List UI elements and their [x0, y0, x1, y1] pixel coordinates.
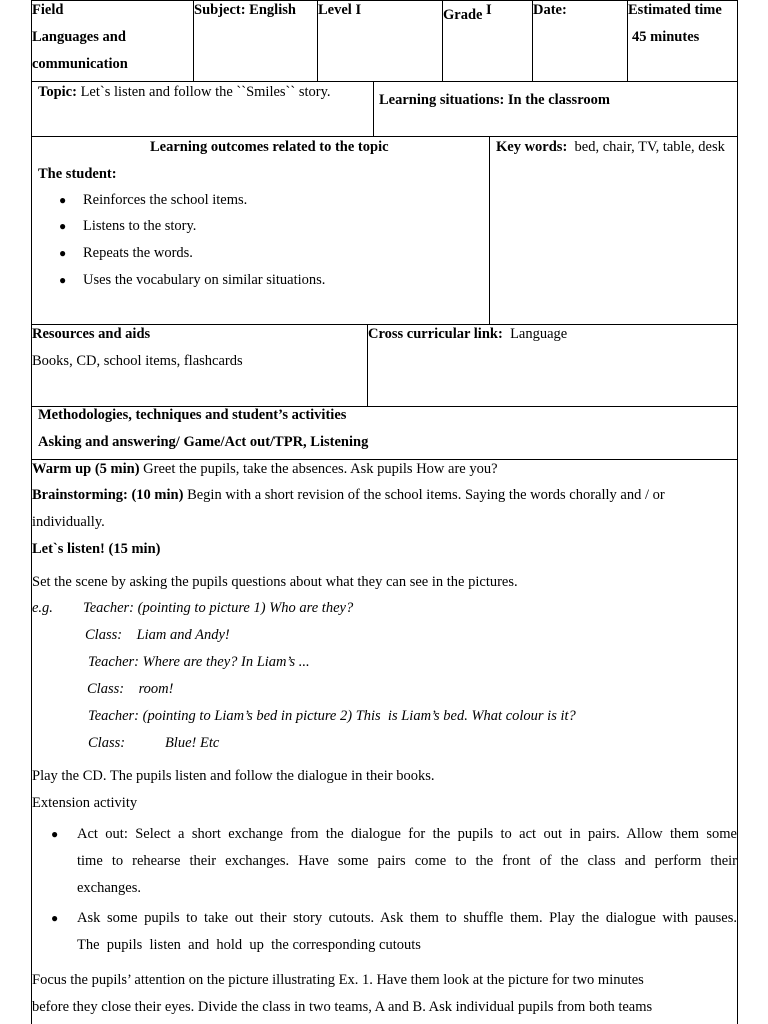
scene-text: Set the scene by asking the pupils questions about what they can see in the pictures.: [32, 574, 518, 590]
bullet-icon: ●: [59, 219, 67, 233]
topic-value: Let`s listen and follow the ``Smiles`` story.: [80, 84, 331, 100]
grade-label: Grade: [443, 7, 483, 23]
warmup-text: Greet the pupils, take the absences. Ask pupils How are you?: [143, 461, 498, 477]
dialogue-line: Class: Blue! Etc: [88, 735, 220, 751]
brainstorming-text-continued: individually.: [32, 514, 105, 530]
dialogue-line: Class: Liam and Andy!: [85, 627, 230, 643]
keywords-label: Key words:: [496, 139, 568, 155]
level-label: Level I: [318, 2, 362, 18]
bullet-icon: ●: [59, 193, 67, 207]
date-label: Date:: [533, 2, 567, 18]
play-cd-text: Play the CD. The pupils listen and follow the dialogue in their books.: [32, 768, 435, 784]
dialogue-line: Class: room!: [87, 681, 174, 697]
focus-text-line-2: before they close their eyes. Divide the class in two teams, A and B. Ask individual pupils from both teams: [32, 999, 653, 1015]
topic-label: Topic:: [38, 84, 77, 100]
resources-label: Resources and aids: [32, 326, 151, 342]
topic: [38, 83, 331, 101]
keywords: [496, 138, 725, 156]
extension-bullet-line: The pupils listen and hold up the corresponding cutouts: [77, 937, 421, 953]
cross-curricular-label: Cross curricular link:: [368, 326, 503, 342]
outcome-item: Uses the vocabulary on similar situations.: [83, 272, 326, 288]
brainstorming-label: Brainstorming: (10 min): [32, 487, 184, 503]
listen-heading: Let`s listen! (15 min): [32, 541, 161, 557]
dialogue-line: Teacher: (pointing to picture 1) Who are they?: [83, 600, 354, 616]
subject-label: Subject: English: [194, 2, 296, 18]
extension-bullet-line: Ask some pupils to take out their story cutouts. Ask them to shuffle them. Play the dialogue with pauses.: [77, 910, 737, 926]
field-label: Field: [32, 2, 64, 18]
methods-value: Asking and answering/ Game/Act out/TPR, Listening: [38, 434, 369, 450]
focus-text-line-1: Focus the pupils’ attention on the picture illustrating Ex. 1. Have them look at the picture for two minutes: [32, 972, 644, 988]
brainstorming-text: Begin with a short revision of the school items. Saying the words chorally and / or: [187, 487, 665, 503]
grade-value: I: [486, 2, 492, 18]
table-right-border: [737, 0, 738, 1024]
extension-bullet-line: Act out: Select a short exchange from the dialogue for the pupils to act out in pairs. Allow them some: [77, 826, 737, 842]
outcome-item: Listens to the story.: [83, 218, 197, 234]
methods-title: Methodologies, techniques and student’s activities: [38, 407, 347, 423]
bullet-icon: ●: [51, 911, 59, 925]
keywords-value: bed, chair, TV, table, desk: [574, 139, 725, 155]
warmup-label: Warm up (5 min): [32, 461, 140, 477]
field-value-line-1: Languages and: [32, 29, 126, 45]
cross-curricular-value: Language: [510, 326, 568, 342]
extension-heading: Extension activity: [32, 795, 138, 811]
warmup: [32, 460, 498, 478]
dialogue-line: Teacher: (pointing to Liam’s bed in picture 2) This is Liam’s bed. What colour is it?: [88, 708, 576, 724]
learning-situation: Learning situations: In the classroom: [379, 92, 610, 108]
extension-bullet-line: exchanges.: [77, 880, 142, 896]
student-label: The student:: [38, 166, 117, 182]
outcome-item: Reinforces the school items.: [83, 192, 248, 208]
resources-value: Books, CD, school items, flashcards: [32, 353, 243, 369]
cross-curricular: [368, 325, 567, 343]
estimated-time-value: 45 minutes: [632, 29, 700, 45]
outcome-item: Repeats the words.: [83, 245, 193, 261]
outcomes-title: Learning outcomes related to the topic: [150, 139, 389, 155]
dialogue-line: Teacher: Where are they? In Liam’s ...: [88, 654, 310, 670]
eg-label: e.g.: [32, 600, 53, 616]
extension-bullet-line: time to rehearse their exchanges. Have some pairs come to the front of the class and perform their: [77, 853, 737, 869]
bullet-icon: ●: [59, 246, 67, 260]
bullet-icon: ●: [51, 827, 59, 841]
brainstorming: [32, 486, 665, 504]
field-value-line-2: communication: [32, 56, 128, 72]
lesson-plan-page: [31, 0, 738, 1024]
bullet-icon: ●: [59, 273, 67, 287]
table-left-border: [31, 0, 32, 1024]
estimated-time-label: Estimated time: [628, 2, 722, 18]
